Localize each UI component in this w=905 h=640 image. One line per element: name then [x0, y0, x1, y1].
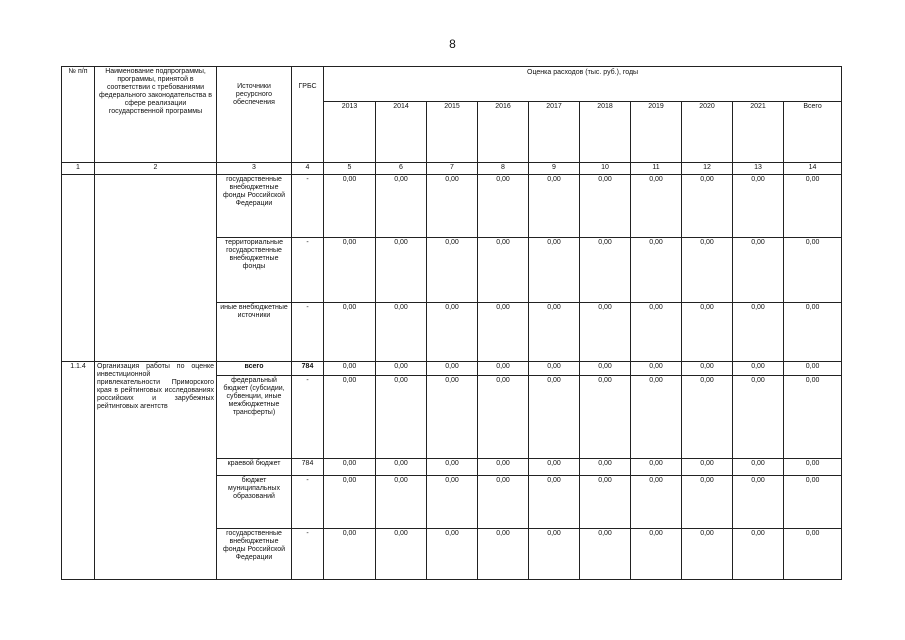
row-value: 0,00	[427, 238, 478, 303]
column-number: 9	[529, 163, 580, 175]
row-value: 0,00	[784, 362, 842, 376]
header-year: 2019	[631, 102, 682, 163]
row-value: 0,00	[529, 376, 580, 459]
row-grbs: -	[292, 175, 324, 238]
row-value: 0,00	[580, 303, 631, 362]
header-grbs: ГРБС	[292, 67, 324, 163]
row-value: 0,00	[478, 362, 529, 376]
row-number	[62, 175, 95, 362]
row-value: 0,00	[784, 238, 842, 303]
row-name: Организация работы по оценке инвестиционной привлекательности Приморского края в рейтинговых исследованиях российских и зарубежных рейтинговых агентств	[95, 362, 217, 580]
row-value: 0,00	[427, 362, 478, 376]
row-value: 0,00	[631, 303, 682, 362]
row-value: 0,00	[324, 362, 376, 376]
row-value: 0,00	[324, 175, 376, 238]
column-number: 10	[580, 163, 631, 175]
row-value: 0,00	[580, 476, 631, 529]
column-number: 7	[427, 163, 478, 175]
header-year: 2016	[478, 102, 529, 163]
row-value: 0,00	[324, 238, 376, 303]
row-value: 0,00	[682, 476, 733, 529]
row-value: 0,00	[478, 476, 529, 529]
row-value: 0,00	[631, 238, 682, 303]
row-source: всего	[217, 362, 292, 376]
row-value: 0,00	[580, 175, 631, 238]
column-number: 8	[478, 163, 529, 175]
row-value: 0,00	[682, 376, 733, 459]
row-value: 0,00	[427, 476, 478, 529]
row-value: 0,00	[580, 376, 631, 459]
row-grbs: -	[292, 238, 324, 303]
row-value: 0,00	[784, 175, 842, 238]
row-grbs: -	[292, 476, 324, 529]
header-year: 2021	[733, 102, 784, 163]
row-value: 0,00	[733, 362, 784, 376]
row-source: бюджет муниципальных образований	[217, 476, 292, 529]
row-value: 0,00	[682, 238, 733, 303]
column-number: 13	[733, 163, 784, 175]
row-value: 0,00	[478, 175, 529, 238]
row-value: 0,00	[376, 238, 427, 303]
column-number: 2	[95, 163, 217, 175]
header-name: Наименование подпрограммы, программы, принятой в соответствии с требованиями федерального законодательства в сфере реализации государственной программы	[95, 67, 217, 163]
row-source: краевой бюджет	[217, 459, 292, 476]
row-source: федеральный бюджет (субсидии, субвенции, иные межбюджетные трансферты)	[217, 376, 292, 459]
row-value: 0,00	[324, 376, 376, 459]
header-year: 2020	[682, 102, 733, 163]
column-number: 1	[62, 163, 95, 175]
row-value: 0,00	[784, 459, 842, 476]
row-value: 0,00	[427, 529, 478, 580]
row-value: 0,00	[529, 303, 580, 362]
table-row	[62, 175, 842, 238]
row-value: 0,00	[631, 476, 682, 529]
row-value: 0,00	[733, 238, 784, 303]
row-value: 0,00	[784, 529, 842, 580]
header-sources: Источники ресурсного обеспечения	[217, 67, 292, 163]
row-value: 0,00	[427, 459, 478, 476]
row-value: 0,00	[478, 459, 529, 476]
row-value: 0,00	[580, 459, 631, 476]
header-year: 2015	[427, 102, 478, 163]
row-value: 0,00	[580, 362, 631, 376]
table-row	[62, 362, 842, 376]
header-year: 2014	[376, 102, 427, 163]
column-number: 14	[784, 163, 842, 175]
row-source: территориальные государственные внебюджетные фонды	[217, 238, 292, 303]
row-value: 0,00	[478, 303, 529, 362]
row-value: 0,00	[631, 459, 682, 476]
row-value: 0,00	[478, 238, 529, 303]
row-number: 1.1.4	[62, 362, 95, 580]
row-name	[95, 175, 217, 362]
row-grbs: -	[292, 303, 324, 362]
row-value: 0,00	[324, 459, 376, 476]
row-value: 0,00	[427, 303, 478, 362]
row-value: 0,00	[733, 476, 784, 529]
column-number: 12	[682, 163, 733, 175]
row-value: 0,00	[631, 376, 682, 459]
row-value: 0,00	[324, 476, 376, 529]
row-value: 0,00	[682, 303, 733, 362]
row-value: 0,00	[478, 529, 529, 580]
row-value: 0,00	[529, 362, 580, 376]
row-value: 0,00	[580, 238, 631, 303]
column-number: 4	[292, 163, 324, 175]
row-value: 0,00	[733, 303, 784, 362]
row-value: 0,00	[529, 529, 580, 580]
row-value: 0,00	[376, 459, 427, 476]
header-num: № п/п	[62, 67, 95, 163]
row-value: 0,00	[427, 175, 478, 238]
row-value: 0,00	[529, 459, 580, 476]
row-value: 0,00	[631, 362, 682, 376]
row-value: 0,00	[376, 362, 427, 376]
column-number: 6	[376, 163, 427, 175]
row-value: 0,00	[580, 529, 631, 580]
header-year: Всего	[784, 102, 842, 163]
row-source: государственные внебюджетные фонды Российской Федерации	[217, 175, 292, 238]
row-grbs: -	[292, 376, 324, 459]
row-value: 0,00	[324, 529, 376, 580]
column-number: 5	[324, 163, 376, 175]
row-value: 0,00	[427, 376, 478, 459]
header-estimate: Оценка расходов (тыс. руб.), годы	[324, 67, 842, 102]
header-year: 2018	[580, 102, 631, 163]
row-value: 0,00	[529, 238, 580, 303]
row-value: 0,00	[682, 175, 733, 238]
row-grbs: 784	[292, 459, 324, 476]
row-value: 0,00	[376, 529, 427, 580]
row-value: 0,00	[376, 476, 427, 529]
row-value: 0,00	[682, 459, 733, 476]
expenses-table	[61, 66, 842, 580]
row-value: 0,00	[631, 175, 682, 238]
row-value: 0,00	[682, 529, 733, 580]
row-source: иные внебюджетные источники	[217, 303, 292, 362]
page-number: 8	[449, 37, 456, 51]
row-value: 0,00	[529, 175, 580, 238]
row-value: 0,00	[784, 476, 842, 529]
row-value: 0,00	[733, 459, 784, 476]
row-value: 0,00	[733, 529, 784, 580]
row-value: 0,00	[376, 376, 427, 459]
row-value: 0,00	[682, 362, 733, 376]
column-number: 11	[631, 163, 682, 175]
row-value: 0,00	[733, 175, 784, 238]
row-value: 0,00	[733, 376, 784, 459]
row-value: 0,00	[631, 529, 682, 580]
row-value: 0,00	[324, 303, 376, 362]
row-value: 0,00	[784, 376, 842, 459]
header-year: 2017	[529, 102, 580, 163]
row-value: 0,00	[529, 476, 580, 529]
row-source: государственные внебюджетные фонды Российской Федерации	[217, 529, 292, 580]
row-value: 0,00	[376, 303, 427, 362]
column-number: 3	[217, 163, 292, 175]
row-value: 0,00	[376, 175, 427, 238]
header-year: 2013	[324, 102, 376, 163]
row-value: 0,00	[478, 376, 529, 459]
row-grbs: -	[292, 529, 324, 580]
row-grbs: 784	[292, 362, 324, 376]
row-value: 0,00	[784, 303, 842, 362]
